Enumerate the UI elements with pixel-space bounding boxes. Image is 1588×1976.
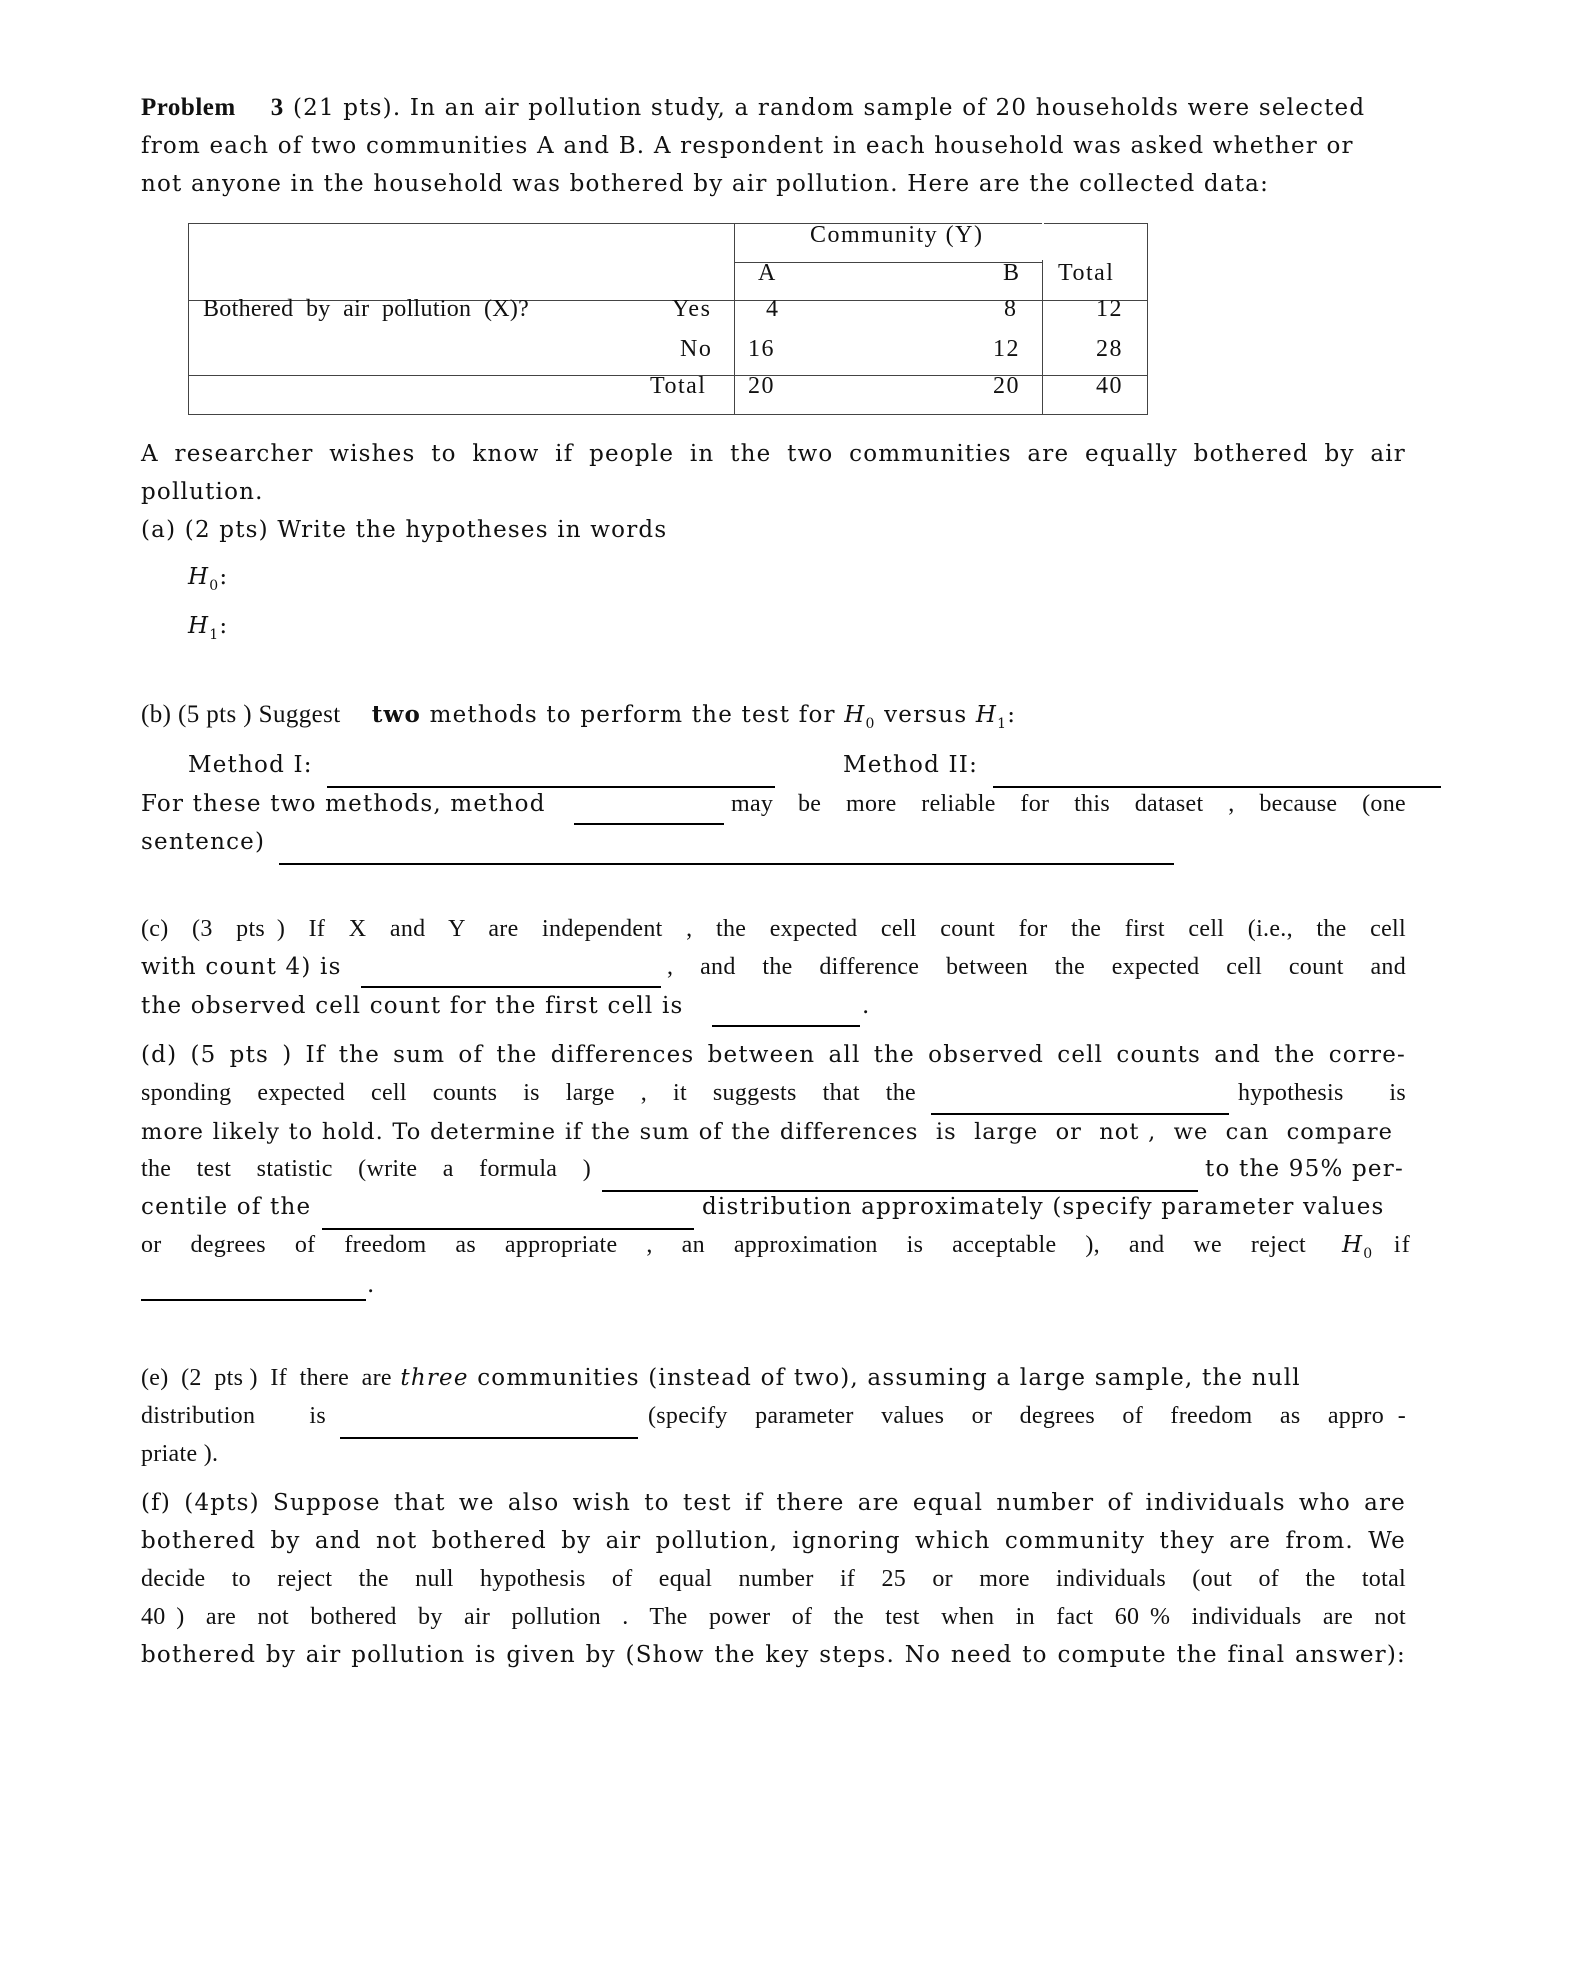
part-d-line-6: or degrees of freedom as appropriate , an approximation is acceptable ), and we reject xyxy=(141,1232,1306,1258)
table-row-total-label: Total xyxy=(650,373,707,399)
table-cell-no-total: 28 xyxy=(1096,336,1123,362)
part-d-line-5-left: centile of the xyxy=(141,1194,312,1220)
problem-intro-2: from each of two communities A and B. A respondent in each household was asked whether or xyxy=(141,133,1354,159)
table-cell-yes-total: 12 xyxy=(1096,296,1123,322)
table-cell-total-total: 40 xyxy=(1096,373,1123,399)
reject-condition-blank[interactable] xyxy=(141,1299,366,1301)
difference-blank[interactable] xyxy=(712,1025,860,1027)
part-d-line-4-right: to the 95% per- xyxy=(1205,1156,1404,1182)
problem-heading xyxy=(141,94,1365,122)
table-row-label: Bothered by air pollution (X)? xyxy=(203,296,530,322)
problem-intro-3: not anyone in the household was bothered by air pollution. Here are the collected data: xyxy=(141,171,1270,197)
part-d-reject-h0: $H_0$ if xyxy=(1342,1232,1411,1262)
table-divider xyxy=(1042,260,1043,415)
method-1-label: Method I: xyxy=(188,752,313,778)
part-b-reliable-left: For these two methods, method xyxy=(141,791,546,817)
test-statistic-formula-blank[interactable] xyxy=(602,1190,1198,1192)
part-e-line-3: priate ). xyxy=(141,1441,219,1467)
part-b-line-1: (b) (5 pts ) Suggest two methods to perform the test for $H_0$ versus $H_1$: xyxy=(141,701,1017,732)
part-d-line-5-right: distribution approximately (specify parameter values xyxy=(702,1194,1385,1220)
researcher-line-1: A researcher wishes to know if people in the two communities are equally bothered by air xyxy=(141,441,1406,467)
null-distribution-blank[interactable] xyxy=(340,1437,638,1439)
table-row-no-label: No xyxy=(680,336,713,362)
part-b-sentence: sentence) xyxy=(141,829,266,855)
table-cell-no-a: 16 xyxy=(748,336,775,362)
hypothesis-blank[interactable] xyxy=(931,1113,1229,1115)
because-sentence-blank[interactable] xyxy=(279,863,1174,865)
part-d-period: . xyxy=(367,1272,376,1298)
table-cell-yes-a: 4 xyxy=(766,296,780,322)
part-a-title: (a) (2 pts) Write the hypotheses in words xyxy=(141,517,668,543)
table-header-a: A xyxy=(758,260,777,286)
part-c-period: . xyxy=(862,993,871,1019)
table-divider xyxy=(734,223,735,415)
part-d-line-2-right: hypothesis is xyxy=(1238,1080,1406,1106)
distribution-blank[interactable] xyxy=(322,1228,694,1230)
table-col-group-header: Community (Y) xyxy=(810,222,984,248)
table-divider xyxy=(734,262,1042,263)
table-header-b: B xyxy=(1003,260,1021,286)
part-c-line-3: the observed cell count for the first cell is xyxy=(141,993,684,1019)
part-f-line-3: decide to reject the null hypothesis of equal number if 25 or more individuals (out of the total xyxy=(141,1566,1406,1592)
part-f-line-1: (f) (4pts) Suppose that we also wish to test if there are equal number of individuals who are xyxy=(141,1490,1406,1516)
part-e-line-1: (e) (2 pts ) If there are three communities (instead of two), assuming a large sample, the null xyxy=(141,1365,1301,1391)
part-f-line-5: bothered by air pollution is given by (Show the key steps. No need to compute the final answer): xyxy=(141,1642,1406,1668)
table-cell-total-a: 20 xyxy=(748,373,775,399)
part-e-line-2-left: distribution is xyxy=(141,1403,326,1429)
table-header-total: Total xyxy=(1058,260,1115,286)
researcher-line-2: pollution. xyxy=(141,479,264,505)
part-f-line-4: 40 ) are not bothered by air pollution . The power of the test when in fact 60 % individuals are not xyxy=(141,1604,1406,1630)
h0-label: $H_0$: xyxy=(188,564,229,594)
emphasis-three: three xyxy=(400,1365,469,1391)
part-e-line-2-right: (specify parameter values or degrees of freedom as appro - xyxy=(648,1403,1406,1429)
method-1-blank[interactable] xyxy=(327,786,775,788)
problem-label: Problem xyxy=(141,94,236,121)
part-f-line-2: bothered by and not bothered by air pollution, ignoring which community they are from. We xyxy=(141,1528,1406,1554)
table-cell-no-b: 12 xyxy=(993,336,1020,362)
method-2-blank[interactable] xyxy=(993,786,1441,788)
part-d-line-2-left: sponding expected cell counts is large , it suggests that the xyxy=(141,1080,916,1106)
table-cell-yes-b: 8 xyxy=(1004,296,1018,322)
reliable-method-blank[interactable] xyxy=(574,823,724,825)
part-d-line-1: (d) (5 pts ) If the sum of the differences between all the observed cell counts and the corre- xyxy=(141,1042,1406,1068)
expected-count-blank[interactable] xyxy=(361,986,661,988)
part-b-reliable-right: may be more reliable for this dataset , because (one xyxy=(731,791,1406,817)
h1-label: $H_1$: xyxy=(188,613,229,643)
emphasis-two: two xyxy=(371,701,422,728)
part-c-line-1: (c) (3 pts ) If X and Y are independent , the expected cell count for the first cell (i.e., the cell xyxy=(141,916,1406,942)
problem-number: 3 xyxy=(270,94,285,121)
table-cell-total-b: 20 xyxy=(993,373,1020,399)
method-2-label: Method II: xyxy=(843,752,979,778)
problem-intro-1: (21 pts). In an air pollution study, a random sample of 20 households were selected xyxy=(292,95,1366,121)
part-d-line-4-left: the test statistic (write a formula ) xyxy=(141,1156,591,1182)
part-c-line-2-right: , and the difference between the expected cell count and xyxy=(667,954,1406,980)
part-d-line-3: more likely to hold. To determine if the sum of the differences is large or not , we can compare xyxy=(141,1119,1393,1145)
part-c-line-2-left: with count 4) is xyxy=(141,954,342,980)
table-row-yes-label: Yes xyxy=(672,296,712,322)
